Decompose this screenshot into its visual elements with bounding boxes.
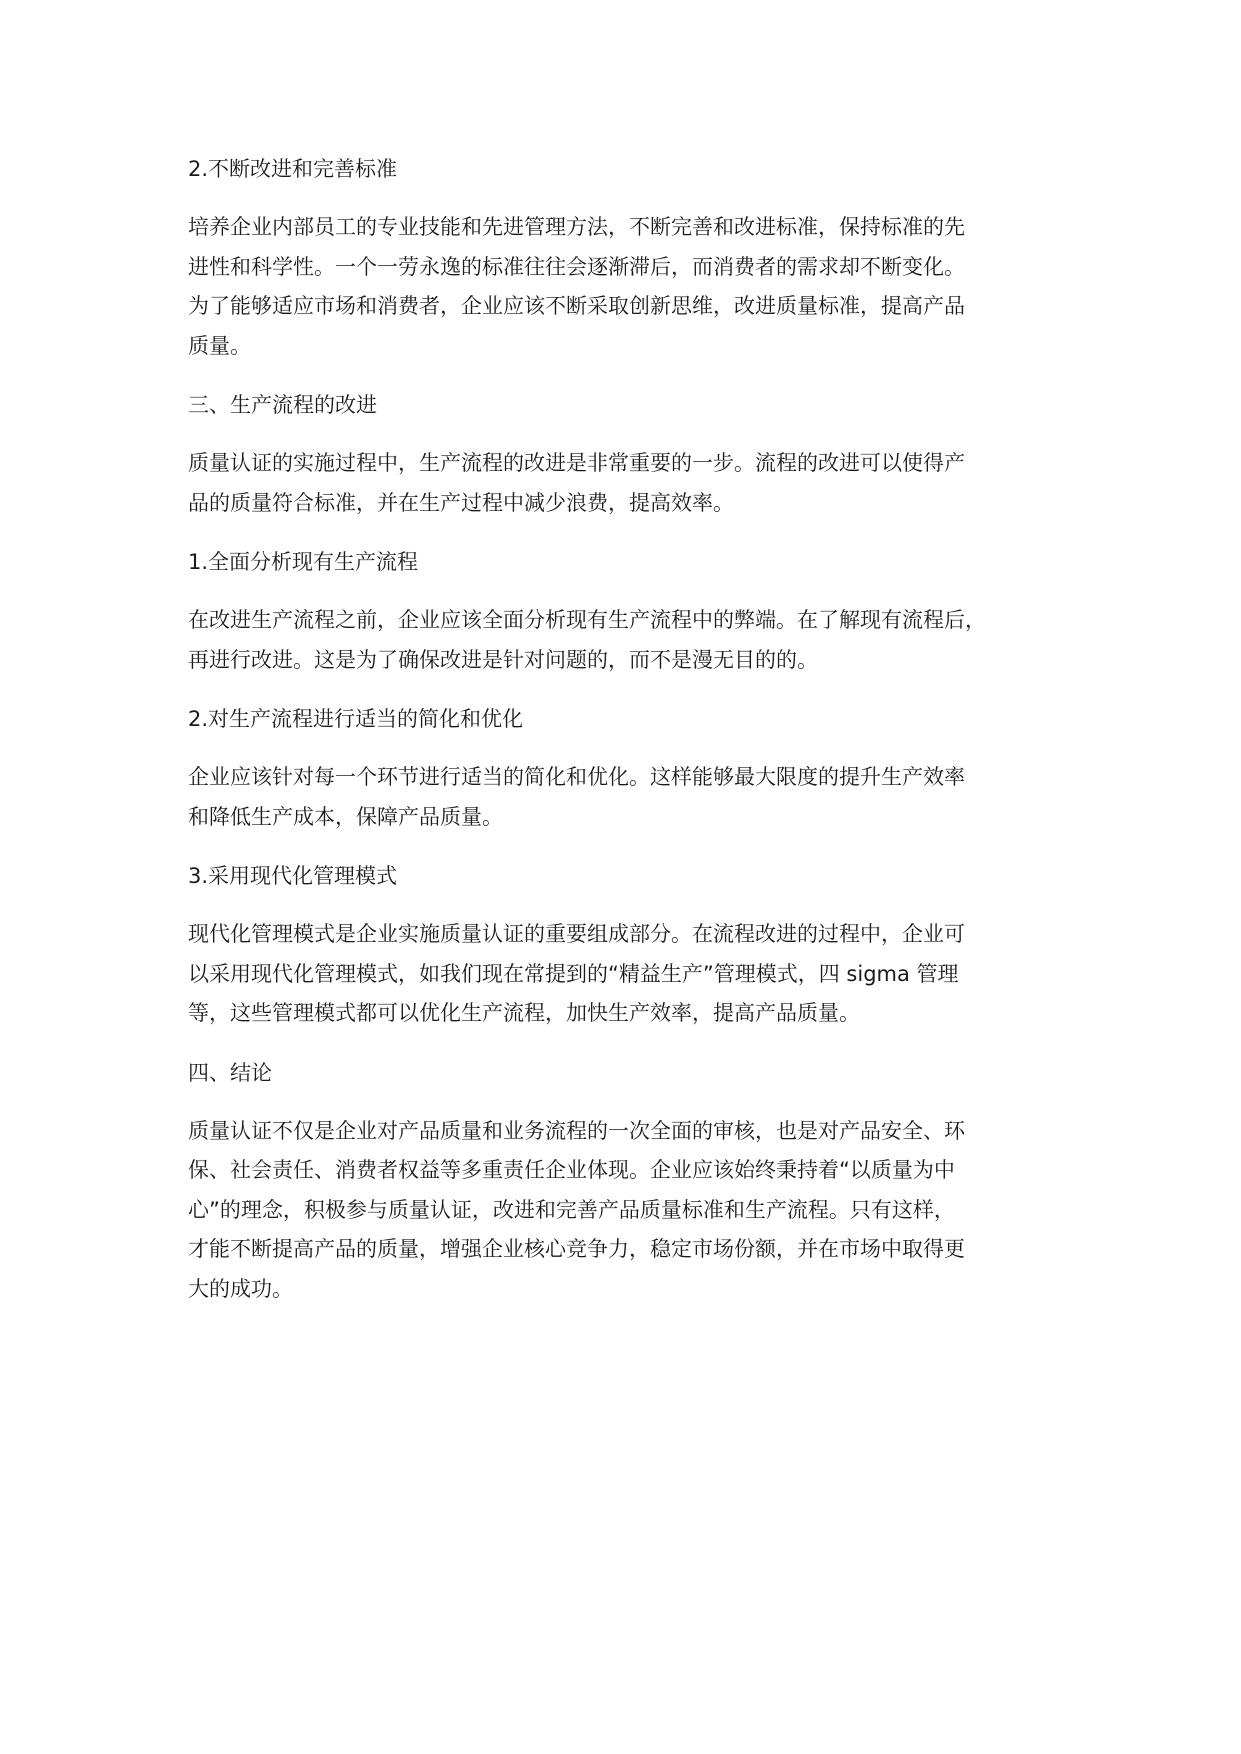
paragraph-improve-standards xyxy=(188,208,1068,366)
section-heading-process-improvement: 三、生产流程的改进 xyxy=(188,393,377,417)
text-line: 进性和科学性。一个一劳永逸的标准往往会逐渐滞后，而消费者的需求却不断变化。 xyxy=(188,254,965,279)
text-line: 大的成功。 xyxy=(188,1276,293,1301)
text-line: 为了能够适应市场和消费者，企业应该不断采取创新思维，改进质量标准，提高产品 xyxy=(188,294,965,318)
text-line: 培养企业内部员工的专业技能和先进管理方法，不断完善和改进标准，保持标准的先 xyxy=(188,215,965,239)
section-heading-conclusion: 四、结论 xyxy=(188,1060,272,1085)
paragraph-analyze-process xyxy=(188,601,1068,680)
paragraph-modern-management xyxy=(188,915,1068,1034)
text-line: 以采用现代化管理模式，如我们现在常提到的“精益生产”管理模式，四 sigma 管理 xyxy=(188,961,959,986)
section-heading-improve-standards: 2.不断改进和完善标准 xyxy=(188,157,398,181)
text-line: 品的质量符合标准，并在生产过程中减少浪费，提高效率。 xyxy=(188,490,734,515)
text-line: 心”的理念，积极参与质量认证，改进和完善产品质量标准和生产流程。只有这样， xyxy=(188,1197,955,1222)
text-line: 再进行改进。这是为了确保改进是针对问题的，而不是漫无目的的。 xyxy=(188,647,818,672)
document-page xyxy=(188,150,1068,1329)
text-line: 才能不断提高产品的质量，增强企业核心竞争力，稳定市场份额，并在市场中取得更 xyxy=(188,1237,965,1261)
section-heading-simplify-optimize: 2.对生产流程进行适当的简化和优化 xyxy=(188,707,524,731)
text-line: 质量。 xyxy=(188,333,251,358)
section-heading-modern-management: 3.采用现代化管理模式 xyxy=(188,864,398,888)
text-line: 质量认证的实施过程中，生产流程的改进是非常重要的一步。流程的改进可以使得产 xyxy=(188,451,965,475)
text-line: 现代化管理模式是企业实施质量认证的重要组成部分。在流程改进的过程中，企业可 xyxy=(188,922,965,946)
text-line: 质量认证不仅是企业对产品质量和业务流程的一次全面的审核，也是对产品安全、环 xyxy=(188,1118,965,1143)
text-line: 保、社会责任、消费者权益等多重责任企业体现。企业应该始终秉持着“以质量为中 xyxy=(188,1158,955,1182)
section-heading-analyze-process: 1.全面分析现有生产流程 xyxy=(188,550,419,574)
text-line: 等，这些管理模式都可以优化生产流程，加快生产效率，提高产品质量。 xyxy=(188,1001,860,1025)
paragraph-process-improvement xyxy=(188,444,1068,523)
text-line: 和降低生产成本，保障产品质量。 xyxy=(188,804,503,829)
text-line: 在改进生产流程之前，企业应该全面分析现有生产流程中的弊端。在了解现有流程后， xyxy=(188,608,986,632)
paragraph-conclusion xyxy=(188,1112,1068,1310)
text-line: 企业应该针对每一个环节进行适当的简化和优化。这样能够最大限度的提升生产效率 xyxy=(188,765,965,789)
paragraph-simplify-optimize xyxy=(188,758,1068,837)
